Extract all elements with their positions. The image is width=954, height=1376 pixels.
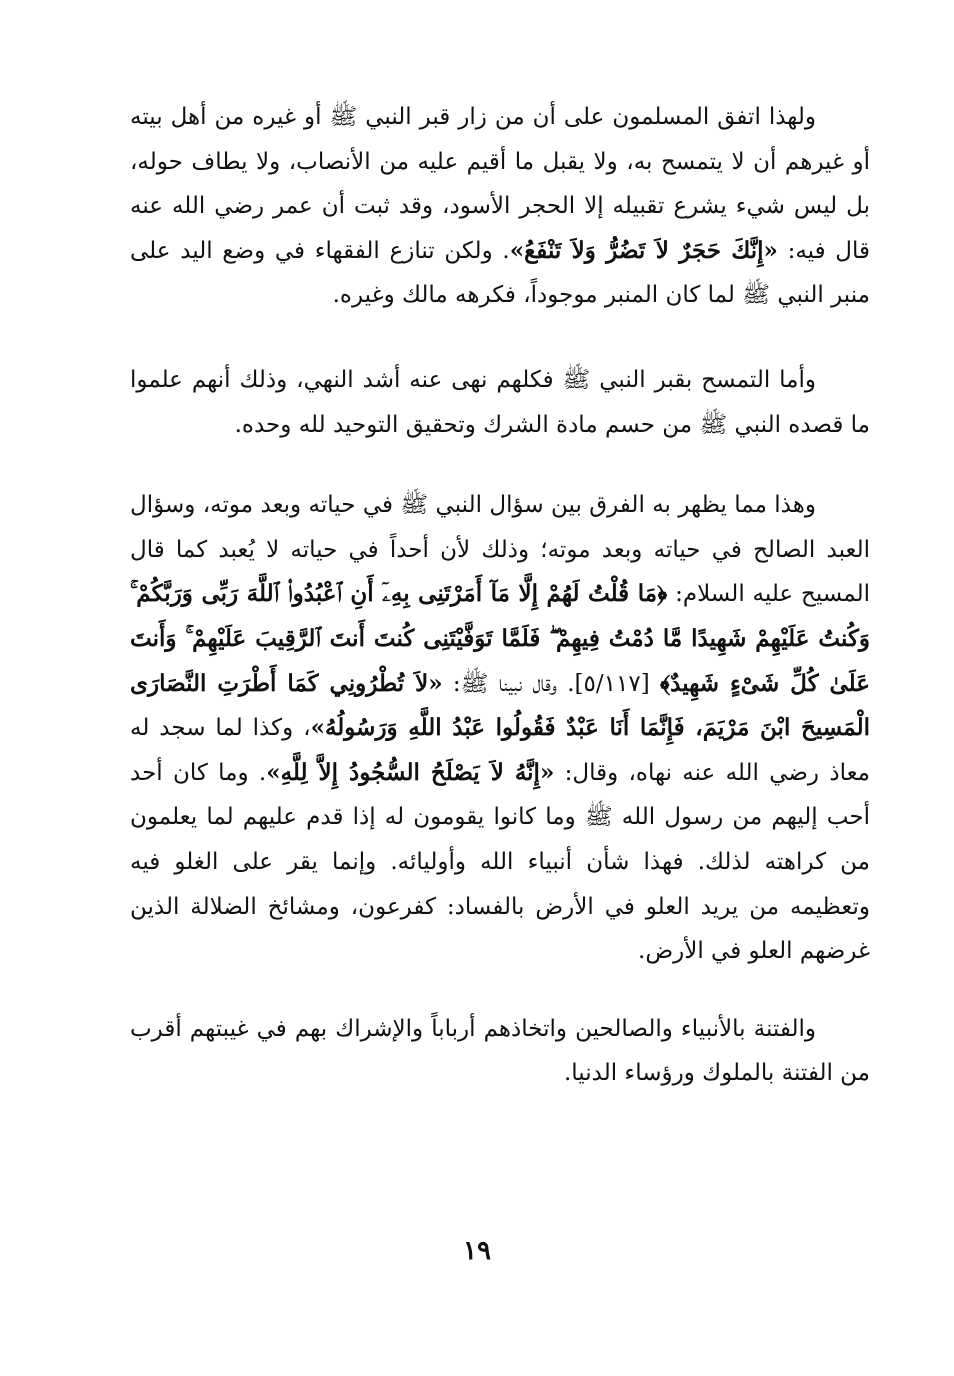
paragraph-3-text-2: [٥/١١٧]. وقال نبينا ﷺ: xyxy=(442,670,660,697)
paragraph-2 xyxy=(130,358,870,447)
paragraph-2-text-1: وأما التمسح بقبر النبي ﷺ فكلهم نهى عنه أشد النهي، وذلك أنهم علموا ما قصده النبي ﷺ من حسم مادة الشرك وتحقيق التوحيد لله وحده. xyxy=(130,366,870,438)
page-body xyxy=(130,95,870,1096)
paragraph-1-text-2: . ولكن تنازع الفقهاء في وضع اليد على منبر النبي ﷺ لما كان المنبر موجوداً، فكرهه مالك وغيره. xyxy=(130,237,870,309)
paragraph-3-text-3: ، وكذا لما سجد له معاذ رضي الله عنه نهاه، وقال: xyxy=(130,715,870,786)
quran-verse-quote: ﴿مَا قُلْتُ لَهُمْ إِلَّا مَآ أَمَرْتَنِى بِهِۦٓ أَنِ ٱعْبُدُوا۟ ٱللَّهَ رَبِّى وَرَبَّكُمْ ۚ وَكُنتُ عَلَيْهِمْ شَهِيدًا مَّا دُمْتُ فِيهِمْ ۖ فَلَمَّا تَوَفَّيْتَنِى كُنتَ أَنتَ ٱلرَّقِيبَ عَلَيْهِمْ ۚ وَأَنتَ عَلَىٰ كُلِّ شَىْءٍ شَهِيدٌ﴾ xyxy=(130,580,870,697)
hadith-quote-umar: «إِنَّكَ حَجَرٌ لاَ تَضُرُّ وَلاَ تَنْفَعُ» xyxy=(509,236,778,264)
hadith-quote-sujud: «إِنَّهُ لاَ يَصْلَحُ السُّجُودُ إِلاَّ لِلَّهِ» xyxy=(266,758,555,786)
paragraph-1-text-1: ولهذا اتفق المسلمون على أن من زار قبر النبي ﷺ أو غيره من أهل بيته أو غيرهم أن لا يتمسح به، ولا يقبل ما أقيم عليه من الأنصاب، ولا يطاف حوله، بل ليس شيء يشرع تقبيله إلا الحجر الأسود، وقد ثبت أن عمر رضي الله عنه قال فيه: xyxy=(130,104,870,264)
paragraph-3-text-1: وهذا مما يظهر به الفرق بين سؤال النبي ﷺ في حياته وبعد موته، وسؤال العبد الصالح في حياته وبعد موته؛ وذلك لأن أحداً في حياته لا يُعبد كما قال المسيح عليه السلام: xyxy=(130,492,870,608)
paragraph-4-text-1: والفتنة بالأنبياء والصالحين واتخاذهم أرباباً والإشراك بهم في غيبتهم أقرب من الفتنة بالملوك ورؤساء الدنيا. xyxy=(130,1015,870,1087)
paragraph-3-text-4: . وما كان أحد أحب إليهم من رسول الله ﷺ وما كانوا يقومون له إذا قدم عليهم لما يعلمون من كراهته لذلك. فهذا شأن أنبياء الله وأوليائه. وإنما يقر على الغلو فيه وتعظيمه من يريد العلو في الأرض بالفساد: كفرعون، ومشائخ الضلالة الذين غرضهم العلو في الأرض. xyxy=(130,759,870,965)
hadith-quote-itra: «لاَ تُطْرُونِي كَمَا أَطْرَتِ النَّصَارَى الْمَسِيحَ ابْنَ مَرْيَمَ، فَإِنَّمَا أَنَا عَبْدٌ فَقُولُوا عَبْدُ اللَّهِ وَرَسُولُهُ» xyxy=(130,669,870,742)
paragraph-1 xyxy=(130,95,870,318)
paragraph-3 xyxy=(130,483,870,974)
paragraph-4 xyxy=(130,1007,870,1096)
page-number: ١٩ xyxy=(463,1236,491,1266)
